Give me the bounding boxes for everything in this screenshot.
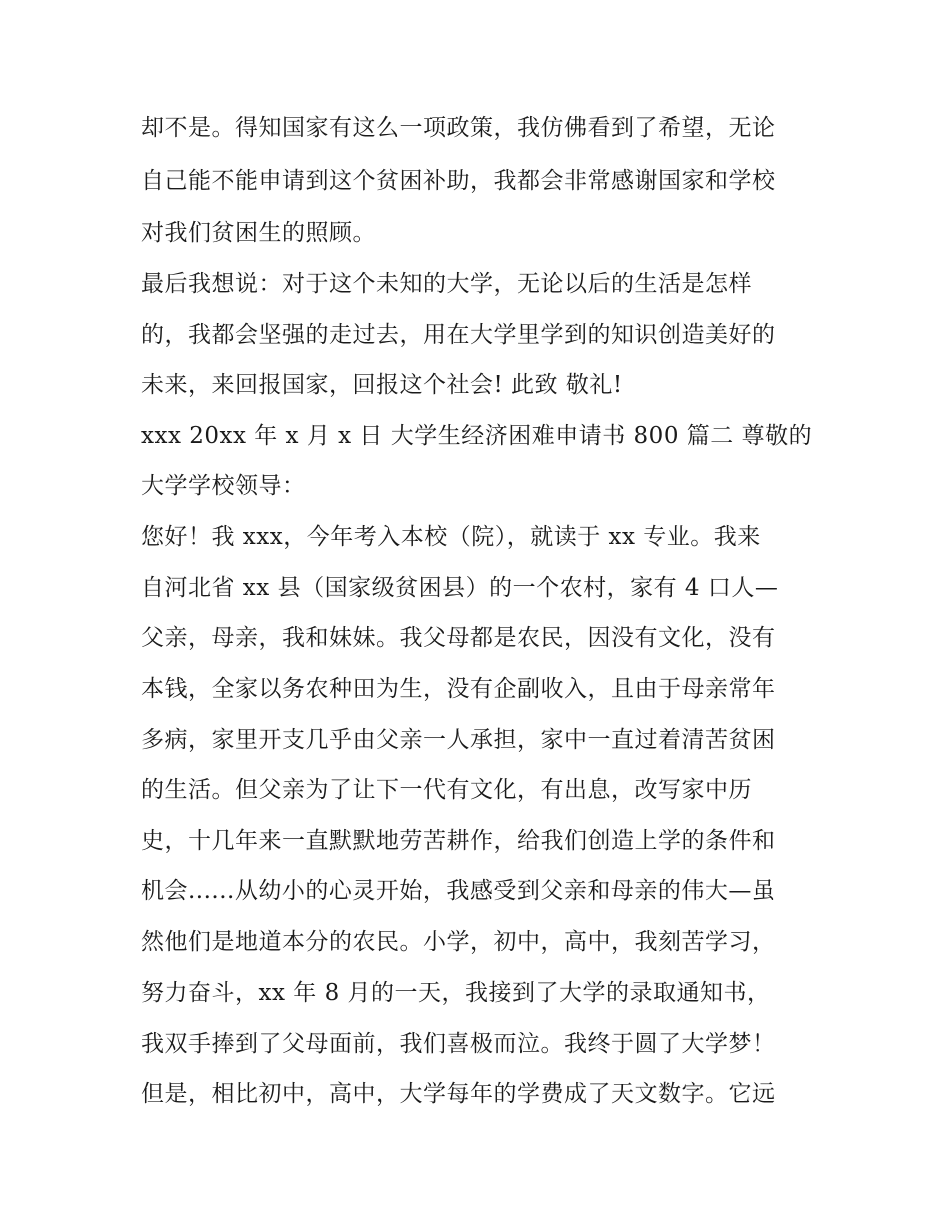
text-line: 大学学校领导：	[141, 473, 306, 499]
text-line: 史，十几年来一直默默地劳苦耕作，给我们创造上学的条件和	[141, 828, 776, 854]
text-line: 努力奋斗，xx 年 8 月的一天，我接到了大学的录取通知书，	[141, 980, 771, 1006]
text-line: 对我们贫困生的照顾。	[141, 220, 376, 246]
text-line: 却不是。得知国家有这么一项政策，我仿佛看到了希望，无论	[141, 115, 776, 141]
text-line: 自己能不能申请到这个贫困补助，我都会非常感谢国家和学校	[141, 168, 776, 194]
text-line: 未来，来回报国家，回报这个社会! 此致 敬礼!	[141, 372, 623, 398]
text-line: 的，我都会坚强的走过去，用在大学里学到的知识创造美好的	[141, 322, 776, 348]
text-line: xxx 20xx 年 x 月 x 日 大学生经济困难申请书 800 篇二 尊敬的	[141, 423, 813, 449]
text-line: 父亲，母亲，我和妹妹。我父母都是农民，因没有文化，没有	[141, 625, 776, 651]
text-line: 的生活。但父亲为了让下一代有文化，有出息，改写家中历	[141, 777, 752, 803]
text-line: 我双手捧到了父母面前，我们喜极而泣。我终于圆了大学梦！	[141, 1031, 776, 1057]
text-line: 最后我想说：对于这个未知的大学，无论以后的生活是怎样	[141, 271, 752, 297]
text-line: 然他们是地道本分的农民。小学，初中，高中，我刻苦学习，	[141, 929, 776, 955]
text-line: 您好！我 xxx，今年考入本校（院），就读于 xx 专业。我来	[141, 524, 761, 550]
text-line: 但是，相比初中，高中，大学每年的学费成了天文数字。它远	[141, 1081, 776, 1107]
text-line: 本钱，全家以务农种田为生，没有企副收入，且由于母亲常年	[141, 676, 776, 702]
text-line: 机会......从幼小的心灵开始，我感受到父亲和母亲的伟大—虽	[141, 878, 776, 904]
text-line: 多病，家里开支几乎由父亲一人承担，家中一直过着清苦贫困	[141, 727, 776, 753]
text-line: 自河北省 xx 县（国家级贫困县）的一个农村，家有 4 口人—	[141, 575, 779, 601]
